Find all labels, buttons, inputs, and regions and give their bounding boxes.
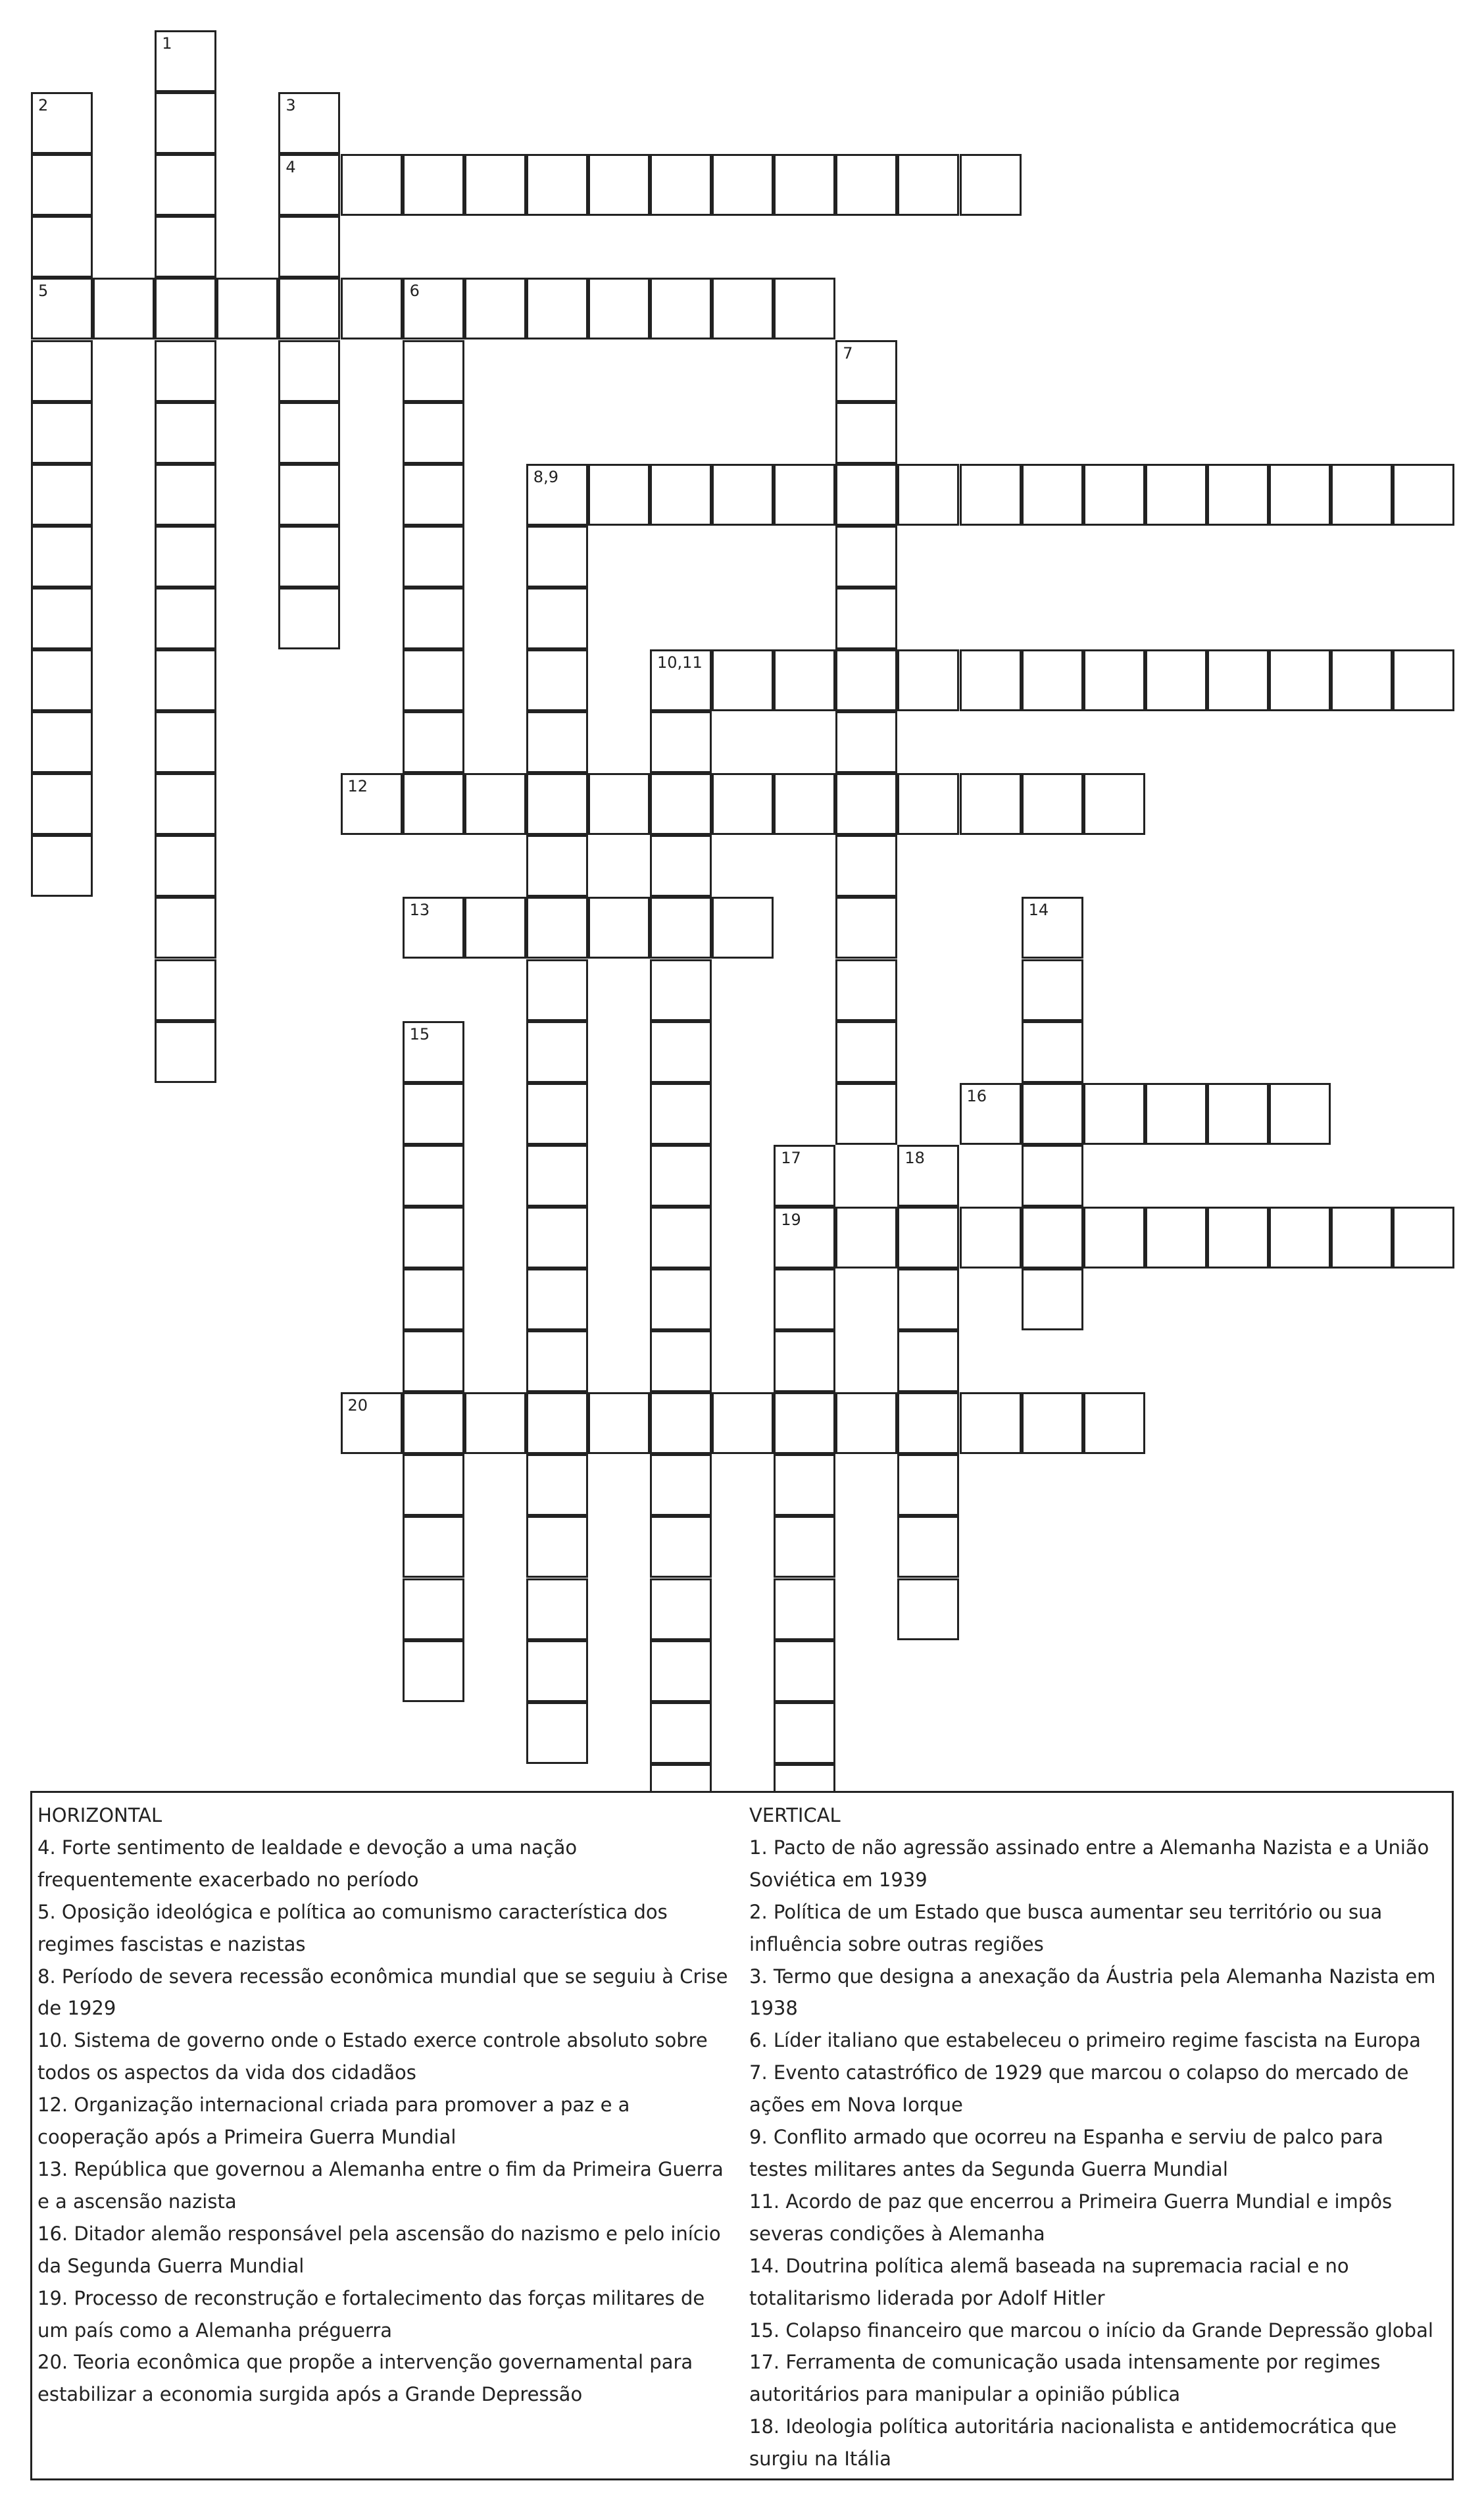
grid-cell[interactable] — [1331, 649, 1393, 711]
grid-cell[interactable] — [403, 526, 464, 588]
grid-cell[interactable] — [155, 216, 216, 278]
grid-cell[interactable] — [650, 1392, 712, 1454]
grid-cell[interactable] — [31, 649, 93, 711]
clue-number: 15 — [409, 1024, 430, 1043]
clue-h-19: 19. Processo de reconstrução e fortalecimento das forças militares de um país como a Alemanha préguerra — [37, 2286, 705, 2342]
grid-cell[interactable] — [835, 340, 897, 402]
grid-cell[interactable] — [526, 526, 588, 588]
grid-cell[interactable] — [403, 1145, 464, 1207]
grid-cell[interactable] — [712, 1392, 774, 1454]
grid-cell[interactable] — [650, 1454, 712, 1516]
grid-cell[interactable] — [526, 897, 588, 959]
grid-cell[interactable] — [464, 897, 526, 959]
grid-cell[interactable] — [403, 773, 464, 835]
grid-cell[interactable] — [1083, 464, 1145, 526]
grid-cell[interactable] — [650, 1516, 712, 1578]
clue-v-7: 7. Evento catastrófico de 1929 que marcou o colapso do mercado de ações em Nova Iorque — [749, 2061, 1409, 2117]
grid-cell[interactable] — [650, 649, 712, 711]
clue-v-2: 2. Política de um Estado que busca aumentar seu território ou sua influência sobre outras regiões — [749, 1900, 1383, 1955]
grid-cell[interactable] — [835, 959, 897, 1021]
grid-cell[interactable] — [650, 1083, 712, 1145]
grid-cell[interactable] — [650, 1578, 712, 1640]
grid-cell[interactable] — [278, 340, 340, 402]
grid-cell[interactable] — [897, 1207, 959, 1269]
clue-number: 13 — [409, 901, 430, 920]
grid-cell[interactable] — [1207, 1083, 1269, 1145]
grid-cell[interactable] — [897, 1454, 959, 1516]
grid-cell[interactable] — [526, 1702, 588, 1764]
grid-cell[interactable] — [897, 1269, 959, 1330]
grid-cell[interactable] — [650, 278, 712, 339]
grid-cell[interactable] — [464, 1392, 526, 1454]
clue-h-16: 16. Ditador alemão responsável pela ascensão do nazismo e pelo início da Segunda Guerra Mundial — [37, 2222, 721, 2277]
grid-cell[interactable] — [526, 1640, 588, 1702]
grid-cell[interactable] — [526, 1578, 588, 1640]
grid-cell[interactable] — [1083, 649, 1145, 711]
clue-number: 8,9 — [533, 467, 558, 486]
clue-number: 6 — [409, 282, 420, 301]
grid-cell[interactable] — [403, 1578, 464, 1640]
grid-cell[interactable] — [155, 278, 216, 339]
grid-cell[interactable] — [403, 278, 464, 339]
clue-v-14: 14. Doutrina política alemã baseada na supremacia racial e no totalitarismo liderada por Adolf Hitler — [749, 2254, 1349, 2309]
grid-cell[interactable] — [31, 773, 93, 835]
grid-cell[interactable] — [403, 588, 464, 649]
grid-cell[interactable] — [155, 711, 216, 773]
grid-cell[interactable] — [1269, 1083, 1331, 1145]
grid-cell[interactable] — [835, 402, 897, 464]
clue-v-9: 9. Conflito armado que ocorreu na Espanha e serviu de palco para testes militares antes da Segunda Guerra Mundial — [749, 2126, 1383, 2180]
vertical-clues — [749, 1799, 1447, 2475]
grid-cell[interactable] — [774, 1516, 835, 1578]
grid-cell[interactable] — [1022, 773, 1083, 835]
grid-cell[interactable] — [897, 649, 959, 711]
clue-number: 5 — [38, 282, 49, 301]
grid-cell[interactable] — [774, 1207, 835, 1269]
grid-cell[interactable] — [835, 526, 897, 588]
clue-number: 17 — [781, 1148, 801, 1167]
clue-v-11: 11. Acordo de paz que encerrou a Primeira Guerra Mundial e impôs severas condições à Alemanha — [749, 2190, 1393, 2245]
grid-cell[interactable] — [774, 1330, 835, 1392]
grid-cell[interactable] — [526, 1083, 588, 1145]
grid-cell[interactable] — [464, 278, 526, 339]
grid-cell[interactable] — [526, 154, 588, 216]
grid-cell[interactable] — [1022, 649, 1083, 711]
clue-v-1: 1. Pacto de não agressão assinado entre a Alemanha Nazista e a União Soviética em 1939 — [749, 1836, 1429, 1891]
clue-number: 4 — [285, 158, 296, 177]
grid-cell[interactable] — [278, 92, 340, 154]
clue-number: 7 — [843, 343, 853, 363]
grid-cell[interactable] — [526, 464, 588, 526]
grid-cell[interactable] — [155, 154, 216, 216]
grid-cell[interactable] — [93, 278, 155, 339]
grid-cell[interactable] — [774, 154, 835, 216]
clues-box — [30, 1791, 1454, 2480]
grid-cell[interactable] — [835, 897, 897, 959]
grid-cell[interactable] — [155, 340, 216, 402]
grid-cell[interactable] — [897, 1392, 959, 1454]
grid-cell[interactable] — [1083, 773, 1145, 835]
grid-cell[interactable] — [650, 897, 712, 959]
grid-cell[interactable] — [31, 278, 93, 339]
grid-cell[interactable] — [1207, 649, 1269, 711]
grid-cell[interactable] — [650, 1207, 712, 1269]
grid-cell[interactable] — [155, 835, 216, 897]
grid-cell[interactable] — [403, 340, 464, 402]
grid-cell[interactable] — [31, 464, 93, 526]
vertical-heading: VERTICAL — [749, 1804, 841, 1826]
grid-cell[interactable] — [403, 1207, 464, 1269]
grid-cell[interactable] — [835, 1207, 897, 1269]
clue-h-4: 4. Forte sentimento de lealdade e devoção a uma nação frequentemente exacerbado no período — [37, 1836, 578, 1891]
grid-cell[interactable] — [403, 649, 464, 711]
grid-cell[interactable] — [960, 649, 1022, 711]
grid-cell[interactable] — [774, 1640, 835, 1702]
grid-cell[interactable] — [897, 1330, 959, 1392]
clue-number: 14 — [1028, 901, 1049, 920]
grid-cell[interactable] — [1145, 649, 1207, 711]
clue-number: 10,11 — [657, 653, 703, 672]
grid-cell[interactable] — [1331, 1207, 1393, 1269]
grid-cell[interactable] — [403, 711, 464, 773]
grid-cell[interactable] — [650, 1702, 712, 1764]
grid-cell[interactable] — [960, 773, 1022, 835]
clue-h-8: 8. Período de severa recessão econômica mundial que se seguiu à Crise de 1929 — [37, 1965, 728, 2020]
grid-cell[interactable] — [155, 773, 216, 835]
grid-cell[interactable] — [403, 402, 464, 464]
grid-cell[interactable] — [1022, 1207, 1083, 1269]
grid-cell[interactable] — [155, 1021, 216, 1083]
grid-cell[interactable] — [774, 1145, 835, 1207]
grid-cell[interactable] — [464, 773, 526, 835]
grid-cell[interactable] — [155, 92, 216, 154]
grid-cell[interactable] — [1022, 1392, 1083, 1454]
clue-number: 3 — [285, 96, 296, 115]
clue-number: 18 — [904, 1148, 925, 1167]
grid-cell[interactable] — [650, 1021, 712, 1083]
grid-cell[interactable] — [712, 649, 774, 711]
grid-cell[interactable] — [155, 526, 216, 588]
grid-cell[interactable] — [1207, 464, 1269, 526]
grid-cell[interactable] — [278, 526, 340, 588]
grid-cell[interactable] — [526, 1269, 588, 1330]
grid-cell[interactable] — [712, 773, 774, 835]
grid-cell[interactable] — [1022, 897, 1083, 959]
grid-cell[interactable] — [526, 1207, 588, 1269]
grid-cell[interactable] — [712, 464, 774, 526]
grid-cell[interactable] — [1393, 649, 1454, 711]
grid-cell[interactable] — [31, 154, 93, 216]
grid-cell[interactable] — [216, 278, 278, 339]
grid-cell[interactable] — [835, 1392, 897, 1454]
grid-cell[interactable] — [588, 897, 650, 959]
clue-v-17: 17. Ferramenta de comunicação usada intensamente por regimes autoritários para manipular a opinião pública — [749, 2351, 1381, 2406]
grid-cell[interactable] — [278, 216, 340, 278]
grid-cell[interactable] — [835, 1021, 897, 1083]
clue-h-10: 10. Sistema de governo onde o Estado exerce controle absoluto sobre todos os aspectos da vida dos cidadãos — [37, 2029, 708, 2084]
grid-cell[interactable] — [897, 773, 959, 835]
clue-number: 2 — [38, 96, 49, 115]
grid-cell[interactable] — [403, 1454, 464, 1516]
grid-cell[interactable] — [588, 464, 650, 526]
grid-cell[interactable] — [960, 1083, 1022, 1145]
grid-cell[interactable] — [774, 464, 835, 526]
grid-cell[interactable] — [155, 402, 216, 464]
horizontal-heading: HORIZONTAL — [37, 1804, 162, 1826]
clue-number: 20 — [347, 1396, 368, 1415]
grid-cell[interactable] — [650, 464, 712, 526]
grid-cell[interactable] — [278, 154, 340, 216]
grid-cell[interactable] — [712, 278, 774, 339]
grid-cell[interactable] — [1083, 1083, 1145, 1145]
grid-cell[interactable] — [31, 340, 93, 402]
grid-cell[interactable] — [897, 1145, 959, 1207]
clue-number: 12 — [347, 777, 368, 796]
grid-cell[interactable] — [650, 1269, 712, 1330]
clue-number: 1 — [162, 34, 172, 53]
grid-cell[interactable] — [403, 1269, 464, 1330]
grid-cell[interactable] — [403, 1083, 464, 1145]
grid-cell[interactable] — [31, 92, 93, 154]
grid-cell[interactable] — [155, 588, 216, 649]
grid-cell[interactable] — [31, 711, 93, 773]
grid-cell[interactable] — [526, 711, 588, 773]
grid-cell[interactable] — [526, 835, 588, 897]
grid-cell[interactable] — [1022, 464, 1083, 526]
grid-cell[interactable] — [712, 154, 774, 216]
grid-cell[interactable] — [526, 1330, 588, 1392]
grid-cell[interactable] — [835, 649, 897, 711]
grid-cell[interactable] — [403, 154, 464, 216]
grid-cell[interactable] — [774, 1392, 835, 1454]
grid-cell[interactable] — [31, 402, 93, 464]
grid-cell[interactable] — [650, 835, 712, 897]
grid-cell[interactable] — [588, 278, 650, 339]
grid-cell[interactable] — [835, 154, 897, 216]
grid-cell[interactable] — [1145, 1083, 1207, 1145]
grid-cell[interactable] — [155, 897, 216, 959]
grid-cell[interactable] — [31, 216, 93, 278]
grid-cell[interactable] — [1393, 464, 1454, 526]
clue-h-20: 20. Teoria econômica que propõe a intervenção governamental para estabilizar a economia surgida após a Grande Depressão — [37, 2351, 693, 2406]
grid-cell[interactable] — [650, 1330, 712, 1392]
grid-cell[interactable] — [1022, 1083, 1083, 1145]
grid-cell[interactable] — [897, 464, 959, 526]
clue-number: 16 — [966, 1086, 987, 1105]
grid-cell[interactable] — [712, 897, 774, 959]
grid-cell[interactable] — [278, 464, 340, 526]
grid-cell[interactable] — [835, 711, 897, 773]
grid-cell[interactable] — [650, 154, 712, 216]
grid-cell[interactable] — [526, 959, 588, 1021]
clue-v-15: 15. Colapso financeiro que marcou o início da Grande Depressão global — [749, 2319, 1433, 2342]
grid-cell[interactable] — [403, 1021, 464, 1083]
grid-cell[interactable] — [588, 773, 650, 835]
clue-h-13: 13. República que governou a Alemanha entre o fim da Primeira Guerra e a ascensão nazista — [37, 2157, 724, 2213]
grid-cell[interactable] — [588, 1392, 650, 1454]
clue-v-6: 6. Líder italiano que estabeleceu o primeiro regime fascista na Europa — [749, 2029, 1421, 2052]
grid-cell[interactable] — [1022, 1269, 1083, 1330]
grid-cell[interactable] — [526, 1021, 588, 1083]
grid-cell[interactable] — [960, 1392, 1022, 1454]
grid-cell[interactable] — [155, 464, 216, 526]
grid-cell[interactable] — [774, 1702, 835, 1764]
grid-cell[interactable] — [526, 1145, 588, 1207]
grid-cell[interactable] — [278, 278, 340, 339]
grid-cell[interactable] — [31, 588, 93, 649]
grid-cell[interactable] — [960, 464, 1022, 526]
grid-cell[interactable] — [526, 1516, 588, 1578]
grid-cell[interactable] — [341, 154, 403, 216]
grid-cell[interactable] — [1331, 464, 1393, 526]
grid-cell[interactable] — [526, 1392, 588, 1454]
grid-cell[interactable] — [897, 1578, 959, 1640]
grid-cell[interactable] — [774, 773, 835, 835]
grid-cell[interactable] — [588, 154, 650, 216]
grid-cell[interactable] — [1145, 464, 1207, 526]
clue-v-18: 18. Ideologia política autoritária nacionalista e antidemocrática que surgiu na Itália — [749, 2415, 1397, 2471]
grid-cell[interactable] — [403, 1392, 464, 1454]
grid-cell[interactable] — [526, 773, 588, 835]
grid-cell[interactable] — [1269, 649, 1331, 711]
grid-cell[interactable] — [1083, 1207, 1145, 1269]
grid-cell[interactable] — [650, 711, 712, 773]
grid-cell[interactable] — [526, 1454, 588, 1516]
grid-cell[interactable] — [835, 835, 897, 897]
grid-cell[interactable] — [650, 773, 712, 835]
grid-cell[interactable] — [341, 773, 403, 835]
grid-cell[interactable] — [1022, 959, 1083, 1021]
grid-cell[interactable] — [774, 1578, 835, 1640]
grid-cell[interactable] — [960, 154, 1022, 216]
clue-h-5: 5. Oposição ideológica e política ao comunismo característica dos regimes fascistas e nazistas — [37, 1900, 668, 1955]
grid-cell[interactable] — [835, 588, 897, 649]
grid-cell[interactable] — [526, 649, 588, 711]
grid-cell[interactable] — [897, 1516, 959, 1578]
grid-cell[interactable] — [31, 835, 93, 897]
grid-cell[interactable] — [1145, 1207, 1207, 1269]
grid-cell[interactable] — [1393, 1207, 1454, 1269]
grid-cell[interactable] — [526, 588, 588, 649]
grid-cell[interactable] — [155, 649, 216, 711]
clue-v-3: 3. Termo que designa a anexação da Áustria pela Alemanha Nazista em 1938 — [749, 1965, 1436, 2020]
grid-cell[interactable] — [774, 1454, 835, 1516]
grid-cell[interactable] — [403, 1330, 464, 1392]
grid-cell[interactable] — [341, 278, 403, 339]
grid-cell[interactable] — [31, 526, 93, 588]
grid-cell[interactable] — [155, 30, 216, 92]
grid-cell[interactable] — [403, 897, 464, 959]
grid-cell[interactable] — [897, 154, 959, 216]
grid-cell[interactable] — [403, 1516, 464, 1578]
grid-cell[interactable] — [650, 1145, 712, 1207]
grid-cell[interactable] — [464, 154, 526, 216]
clue-number: 19 — [781, 1210, 801, 1229]
grid-cell[interactable] — [155, 959, 216, 1021]
grid-cell[interactable] — [403, 1640, 464, 1702]
grid-cell[interactable] — [835, 1083, 897, 1145]
grid-cell[interactable] — [774, 649, 835, 711]
grid-cell[interactable] — [774, 1269, 835, 1330]
grid-cell[interactable] — [960, 1207, 1022, 1269]
grid-cell[interactable] — [774, 278, 835, 339]
grid-cell[interactable] — [526, 278, 588, 339]
grid-cell[interactable] — [278, 588, 340, 649]
grid-cell[interactable] — [835, 773, 897, 835]
grid-cell[interactable] — [1269, 464, 1331, 526]
grid-cell[interactable] — [1022, 1021, 1083, 1083]
grid-cell[interactable] — [1022, 1145, 1083, 1207]
grid-cell[interactable] — [1083, 1392, 1145, 1454]
grid-cell[interactable] — [650, 959, 712, 1021]
grid-cell[interactable] — [341, 1392, 403, 1454]
grid-cell[interactable] — [1269, 1207, 1331, 1269]
grid-cell[interactable] — [403, 464, 464, 526]
grid-cell[interactable] — [1207, 1207, 1269, 1269]
clue-h-12: 12. Organização internacional criada para promover a paz e a cooperação após a Primeira Guerra Mundial — [37, 2094, 630, 2149]
horizontal-clues — [37, 1799, 735, 2411]
grid-cell[interactable] — [835, 464, 897, 526]
grid-cell[interactable] — [278, 402, 340, 464]
grid-cell[interactable] — [650, 1640, 712, 1702]
